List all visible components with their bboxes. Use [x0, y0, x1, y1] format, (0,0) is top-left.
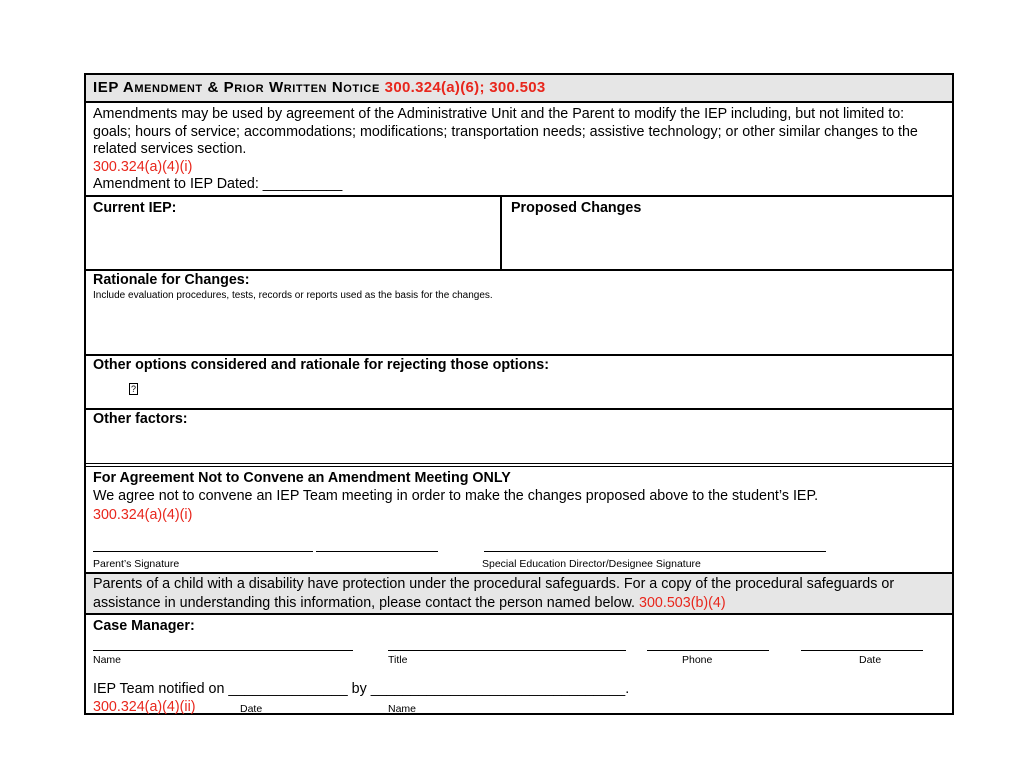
case-manager-date-line[interactable]: [801, 650, 923, 651]
other-factors-section[interactable]: [86, 408, 952, 463]
notified-date-caption: Date: [240, 703, 263, 715]
notified-date-blank[interactable]: _______________: [228, 681, 348, 697]
notified-name-caption: Name: [388, 703, 417, 715]
notified-prefix: IEP Team notified on: [93, 681, 225, 697]
title-part: & P: [202, 79, 235, 96]
current-iep-label: Current IEP:: [93, 200, 177, 216]
agreement-citation: 300.324(a)(4)(i): [93, 507, 193, 523]
intro-section: [86, 103, 952, 195]
title-part: IEP A: [93, 79, 135, 96]
title-part: ritten: [283, 79, 328, 96]
form-title-row: [86, 75, 952, 103]
team-notified-line: [93, 681, 629, 697]
iep-amendment-form: [84, 73, 954, 715]
case-manager-phone-line[interactable]: [647, 650, 769, 651]
case-manager-title-line[interactable]: [388, 650, 626, 651]
safeguards-citation: 300.503(b)(4): [639, 595, 726, 611]
title-caption: Title: [388, 654, 408, 666]
proposed-changes-label: Proposed Changes: [511, 200, 642, 216]
case-manager-name-line[interactable]: [93, 650, 353, 651]
safeguards-paragraph: [93, 575, 945, 613]
director-signature-caption: Special Education Director/Designee Signature: [482, 558, 701, 570]
director-signature-line[interactable]: [484, 551, 826, 552]
proposed-changes-cell[interactable]: [502, 197, 952, 269]
current-iep-cell[interactable]: [86, 197, 502, 269]
date-caption: Date: [859, 654, 882, 666]
name-caption: Name: [93, 654, 122, 666]
notified-name-blank[interactable]: ________________________________.: [370, 681, 630, 697]
title-part: otice: [343, 79, 380, 96]
changes-section: [86, 195, 952, 269]
form-title: [93, 79, 546, 96]
title-citation: 300.324(a)(6); 300.503: [384, 79, 546, 96]
notified-citation: 300.324(a)(4)(ii): [93, 699, 196, 715]
other-factors-label: Other factors:: [93, 411, 188, 427]
parent-signature-caption: Parent’s Signature: [93, 558, 180, 570]
intro-text: Amendments may be used by agreement of the Administrative Unit and the Parent to modify the IEP including, but not limited to: goals; hours of service; accommodations; modifications; transportation needs; assistive technology; or other similar changes to the related services section.: [93, 106, 918, 158]
safeguards-text: Parents of a child with a disability have protection under the procedural safeguards. For a copy of the procedural safeguards or assistance in understanding this information, please contact the person named below.: [93, 576, 895, 611]
parent-signature-line[interactable]: [93, 551, 313, 552]
other-options-label: Other options considered and rationale for rejecting those options:: [93, 357, 549, 373]
parent-signature-date-line[interactable]: [316, 551, 438, 552]
agreement-label: For Agreement Not to Convene an Amendment Meeting ONLY: [93, 470, 511, 486]
amendment-dated-field[interactable]: Amendment to IEP Dated: __________: [93, 176, 343, 193]
case-manager-label: Case Manager:: [93, 618, 195, 634]
rationale-label: Rationale for Changes:: [93, 272, 250, 288]
case-manager-section: [86, 613, 952, 717]
agreement-text: We agree not to convene an IEP Team meeting in order to make the changes proposed above to the student’s IEP.: [93, 488, 819, 504]
agreement-section: [86, 463, 952, 572]
intro-citation: 300.324(a)(4)(i): [93, 158, 193, 175]
missing-glyph-icon: ?: [130, 384, 136, 394]
title-part: mendment: [134, 79, 203, 96]
title-part: W: [264, 79, 284, 96]
rationale-section[interactable]: [86, 269, 952, 354]
other-options-section[interactable]: [86, 354, 952, 408]
title-part: N: [327, 79, 344, 96]
rationale-instructions: Include evaluation procedures, tests, records or reports used as the basis for the changes.: [93, 290, 493, 301]
phone-caption: Phone: [682, 654, 713, 666]
procedural-safeguards-section: [86, 572, 952, 613]
notified-by: by: [351, 681, 367, 697]
title-part: rior: [234, 79, 265, 96]
